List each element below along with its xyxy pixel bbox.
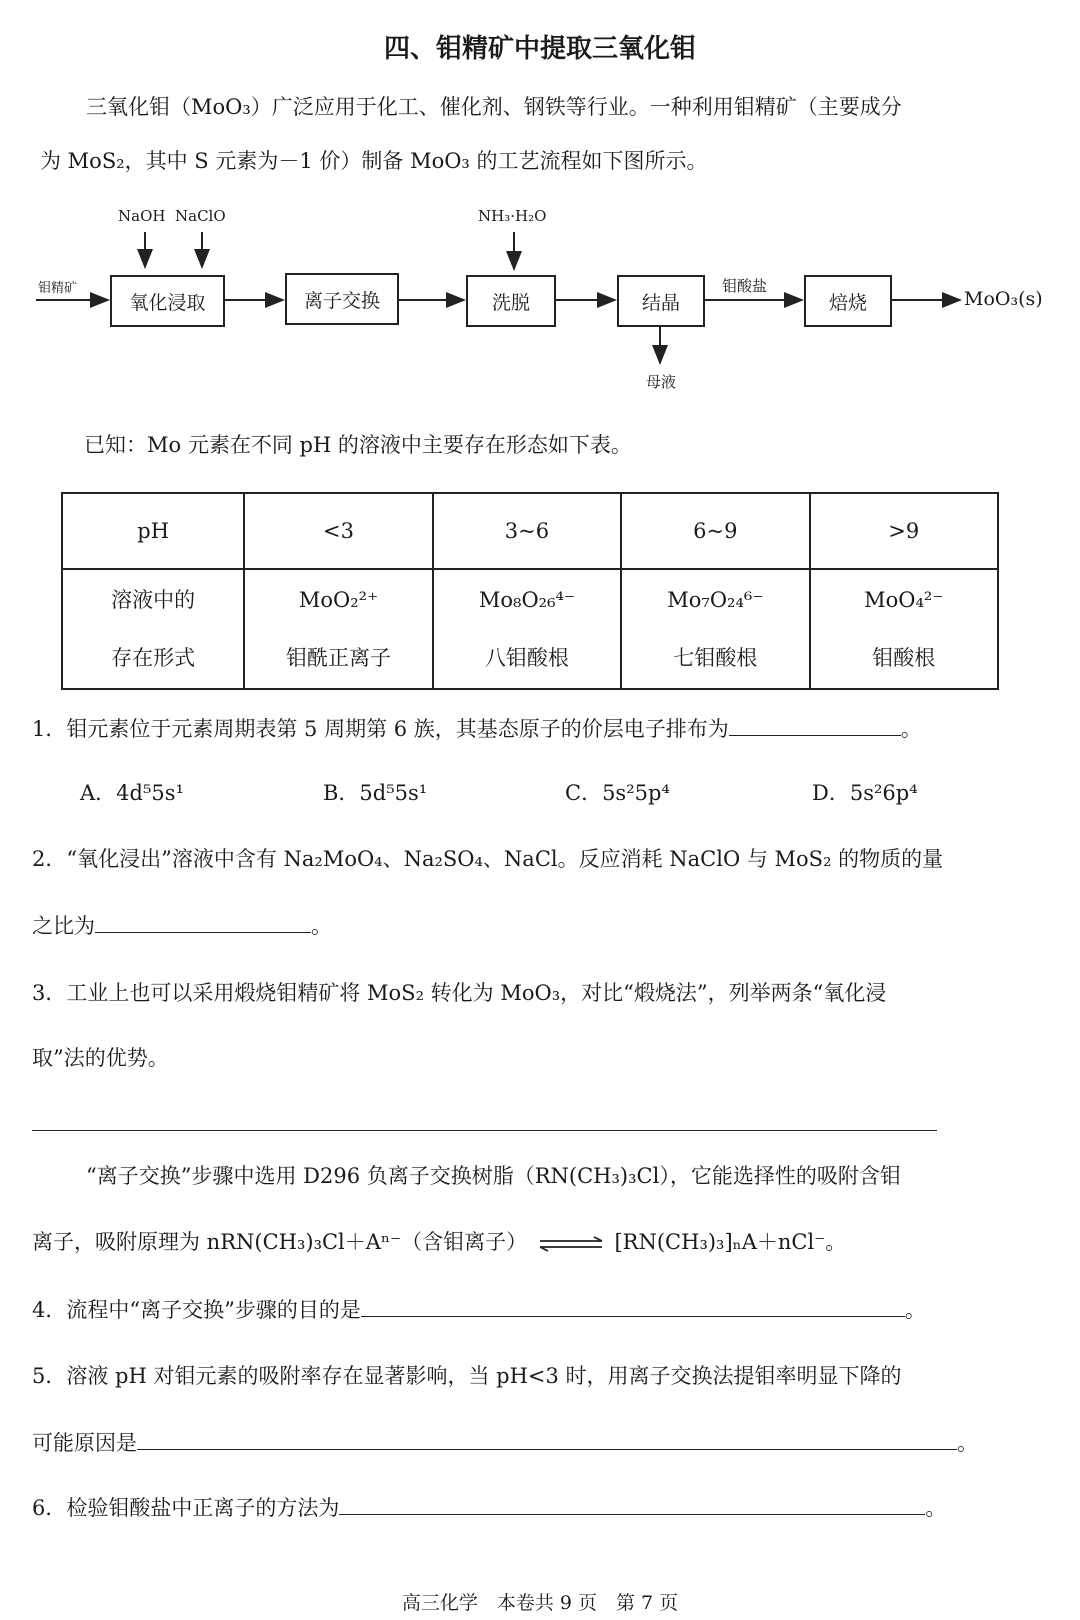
- equilibrium-arrow-icon: [538, 1236, 604, 1252]
- ion-exchange-line-1: “离子交换”步骤中选用 D296 负离子交换树脂（RN(CH₃)₃Cl），它能选择性的吸附含钼: [86, 1164, 901, 1188]
- table-header-3-6: 3~6: [433, 493, 621, 569]
- table-cell-species: [433, 569, 621, 689]
- intro-line-1: 三氧化钼（MoO₃）广泛应用于化工、催化剂、钢铁等行业。一种利用钼精矿（主要成分: [86, 95, 902, 119]
- table-header-lt3: <3: [244, 493, 432, 569]
- question-6-text: 6．检验钼酸盐中正离子的方法为: [32, 1496, 340, 1520]
- species-formula: MoO₄²⁻: [864, 588, 944, 612]
- option-d: D．5s²6p⁴: [812, 781, 918, 805]
- reagent-nh3h2o: NH₃·H₂O: [478, 207, 547, 225]
- byproduct-mother-liquor: 母液: [646, 373, 677, 391]
- species-name: 八钼酸根: [484, 646, 569, 670]
- table-header-ph: pH: [62, 493, 244, 569]
- row-label-line-2: 存在形式: [111, 646, 196, 670]
- ion-exchange-line-2: [32, 1226, 846, 1256]
- mo-species-table: [61, 492, 999, 690]
- output-moo3: MoO₃(s): [964, 288, 1043, 310]
- species-name: 钼酸根: [872, 646, 936, 670]
- species-formula: MoO₂²⁺: [298, 588, 379, 612]
- question-4-end: 。: [904, 1298, 926, 1322]
- intro-line-2: 为 MoS₂，其中 S 元素为－1 价）制备 MoO₃ 的工艺流程如下图所示。: [40, 149, 708, 173]
- table-cell-species: [810, 569, 998, 689]
- question-3-line-1: 3．工业上也可以采用煅烧钼精矿将 MoS₂ 转化为 MoO₃，对比“煅烧法”，列举两条“氧化浸: [32, 981, 887, 1005]
- option-c: C．5s²5p⁴: [565, 781, 670, 805]
- page-footer: 高三化学 本卷共 9 页 第 7 页: [401, 1592, 679, 1614]
- answer-blank-1[interactable]: [729, 715, 901, 736]
- intermediate-molybdate: 钼酸盐: [722, 277, 768, 295]
- answer-blank-4[interactable]: [361, 1296, 905, 1317]
- species-formula: Mo₈O₂₆⁴⁻: [478, 588, 575, 612]
- question-2-line-1: 2．“氧化浸出”溶液中含有 Na₂MoO₄、Na₂SO₄、NaCl。反应消耗 NaClO 与 MoS₂ 的物质的量: [32, 847, 944, 871]
- question-5-text: 可能原因是: [32, 1431, 137, 1455]
- species-name: 七钼酸根: [673, 646, 758, 670]
- table-header-gt9: >9: [810, 493, 998, 569]
- species-formula: Mo₇O₂₄⁶⁻: [667, 588, 764, 612]
- species-name: 钼酰正离子: [286, 646, 392, 670]
- answer-blank-5[interactable]: [137, 1429, 957, 1450]
- reagent-naclo: NaClO: [175, 207, 226, 225]
- question-5-end: 。: [957, 1431, 978, 1455]
- table-cell-species: [621, 569, 809, 689]
- question-2-text: 之比为: [32, 914, 95, 938]
- step-roasting: 焙烧: [804, 275, 892, 327]
- step-crystallization: 结晶: [617, 275, 705, 327]
- question-3-line-2: 取”法的优势。: [32, 1046, 169, 1070]
- table-header-6-9: 6~9: [621, 493, 809, 569]
- equation-right: [RN(CH₃)₃]ₙA＋nCl⁻。: [614, 1230, 847, 1254]
- question-1-text: 1．钼元素位于元素周期表第 5 周期第 6 族，其基态原子的价层电子排布为: [32, 717, 729, 741]
- question-1: [32, 713, 922, 743]
- question-6: [32, 1492, 946, 1522]
- question-5-line-2: [32, 1427, 978, 1457]
- answer-blank-2[interactable]: [95, 912, 311, 933]
- question-4: [32, 1294, 926, 1324]
- option-a: A．4d⁵5s¹: [80, 781, 184, 805]
- option-b: B．5d⁵5s¹: [323, 781, 428, 805]
- question-5-line-1: 5．溶液 pH 对钼元素的吸附率存在显著影响，当 pH<3 时，用离子交换法提钼率明显下降的: [32, 1364, 902, 1388]
- step-elution: 洗脱: [466, 275, 556, 327]
- row-label-line-1: 溶液中的: [111, 588, 196, 612]
- known-statement: 已知：Mo 元素在不同 pH 的溶液中主要存在形态如下表。: [84, 433, 632, 457]
- table-cell-species: [244, 569, 432, 689]
- question-6-end: 。: [925, 1496, 947, 1520]
- answer-line-3[interactable]: [32, 1130, 937, 1131]
- step-oxidative-leaching: 氧化浸取: [110, 275, 225, 327]
- step-ion-exchange: 离子交换: [285, 273, 399, 325]
- table-row-label: [62, 569, 244, 689]
- section-title: 四、钼精矿中提取三氧化钼: [383, 34, 696, 64]
- question-1-end: 。: [900, 717, 922, 741]
- equation-left: 离子，吸附原理为 nRN(CH₃)₃Cl＋Aⁿ⁻（含钼离子）: [32, 1230, 528, 1254]
- process-flowchart: [0, 195, 1080, 405]
- question-4-text: 4．流程中“离子交换”步骤的目的是: [32, 1298, 361, 1322]
- input-label: 钼精矿: [38, 281, 78, 296]
- question-2-line-2: [32, 910, 332, 940]
- answer-blank-6[interactable]: [339, 1494, 925, 1515]
- question-2-end: 。: [311, 914, 332, 938]
- reagent-naoh: NaOH: [118, 207, 166, 225]
